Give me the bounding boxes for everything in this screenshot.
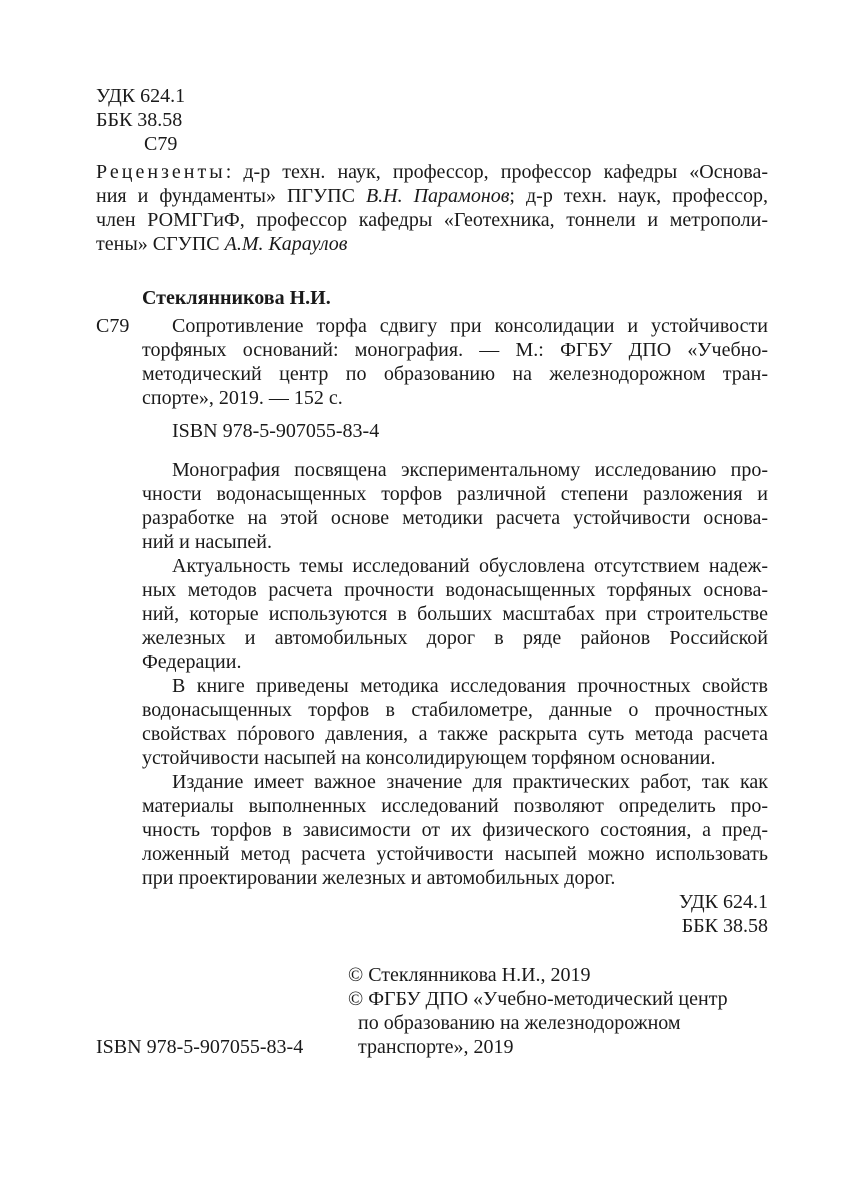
author-sign: С79 (144, 133, 178, 155)
bib-isbn: ISBN 978-5-907055-83-4 (172, 420, 380, 442)
abstract-line: разработке на этой основе методики расчета устойчивости основа- (142, 507, 768, 529)
copyright-block (348, 963, 768, 1059)
copyright-publisher-year: транспорте», 2019 (358, 1036, 514, 1058)
abstract-line: ний и насыпей. (142, 531, 272, 553)
abstract-paragraph-2 (142, 554, 768, 674)
reviewers-block (96, 160, 768, 256)
footer-bbk-code: ББК 38.58 (681, 915, 768, 937)
bottom-isbn: ISBN 978-5-907055-83-4 (96, 1036, 304, 1058)
abstract-line: устойчивости насыпей на консолидирующем торфяном основании. (142, 747, 716, 769)
abstract-paragraph-4 (142, 770, 768, 890)
abstract-line: чность торфов в зависимости от их физического состояния, а пред- (142, 819, 768, 841)
abstract-paragraph-1 (142, 458, 768, 554)
reviewer-name-2: А.М. Караулов (224, 233, 348, 255)
abstract-line: при проектировании железных и автомобильных дорог. (142, 867, 616, 889)
abstract-line: ний, которые используются в больших масштабах при строительстве (142, 603, 768, 625)
abstract-line: железных и автомобильных дорог в ряде районов Российской (142, 627, 768, 649)
bib-line: методический центр по образованию на железнодорожном тран- (142, 363, 768, 385)
abstract (142, 458, 768, 890)
abstract-line: чности водонасыщенных торфов различной степени разложения и (142, 483, 768, 505)
abstract-line: материалы выполненных исследований позволяют определить про- (142, 795, 768, 817)
bib-line: Сопротивление торфа сдвигу при консолидации и устойчивости (172, 315, 768, 337)
abstract-line: ложенный метод расчета устойчивости насыпей можно использовать (142, 843, 768, 865)
abstract-line: Монография посвящена экспериментальному исследованию про- (172, 459, 768, 481)
footer-udk-code: УДК 624.1 (678, 891, 768, 913)
bib-author: Стеклянникова Н.И. (142, 287, 331, 309)
header-codes (96, 84, 185, 156)
bbk-code: ББК 38.58 (96, 109, 183, 131)
abstract-line: Издание имеет важное значение для практических работ, так как (172, 771, 768, 793)
copyright-publisher: © ФГБУ ДПО «Учебно-методический центр (348, 988, 728, 1010)
bib-description (142, 314, 768, 410)
abstract-line: водонасыщенных торфов в стабилометре, данные о прочностных (142, 699, 768, 721)
abstract-paragraph-3 (142, 674, 768, 770)
reviewers-line-1: Рецензенты: д-р техн. наук, профессор, профессор кафедры «Основа- (96, 161, 768, 183)
copyright-publisher-cont: по образованию на железнодорожном (358, 1012, 681, 1034)
reviewers-line-4: тены» СГУПС А.М. Караулов (96, 233, 348, 255)
abstract-line: В книге приведены методика исследования прочностных свойств (172, 675, 768, 697)
footer-codes (560, 890, 768, 938)
abstract-line: свойствах пóрового давления, а также раскрыта суть метода расчета (142, 723, 768, 745)
udk-code: УДК 624.1 (96, 85, 186, 107)
copyright-author: © Стеклянникова Н.И., 2019 (348, 964, 591, 986)
abstract-line: Федерации. (142, 651, 242, 673)
reviewers-line-2: ния и фундаменты» ПГУПС В.Н. Парамонов; д-р техн. наук, профессор, (96, 185, 768, 207)
reviewers-line-3: член РОМГГиФ, профессор кафедры «Геотехника, тоннели и метрополи- (96, 209, 768, 231)
reviewers-label: Рецензенты (96, 161, 226, 183)
bib-sign: С79 (96, 315, 130, 337)
reviewer-name-1: В.Н. Парамонов (365, 185, 510, 207)
bib-line: торфяных оснований: монография. — М.: ФГБУ ДПО «Учебно- (142, 339, 768, 361)
abstract-line: ных методов расчета прочности водонасыщенных торфяных основа- (142, 579, 768, 601)
bib-line: спорте», 2019. — 152 с. (142, 387, 343, 409)
abstract-line: Актуальность темы исследований обусловлена отсутствием надеж- (172, 555, 768, 577)
